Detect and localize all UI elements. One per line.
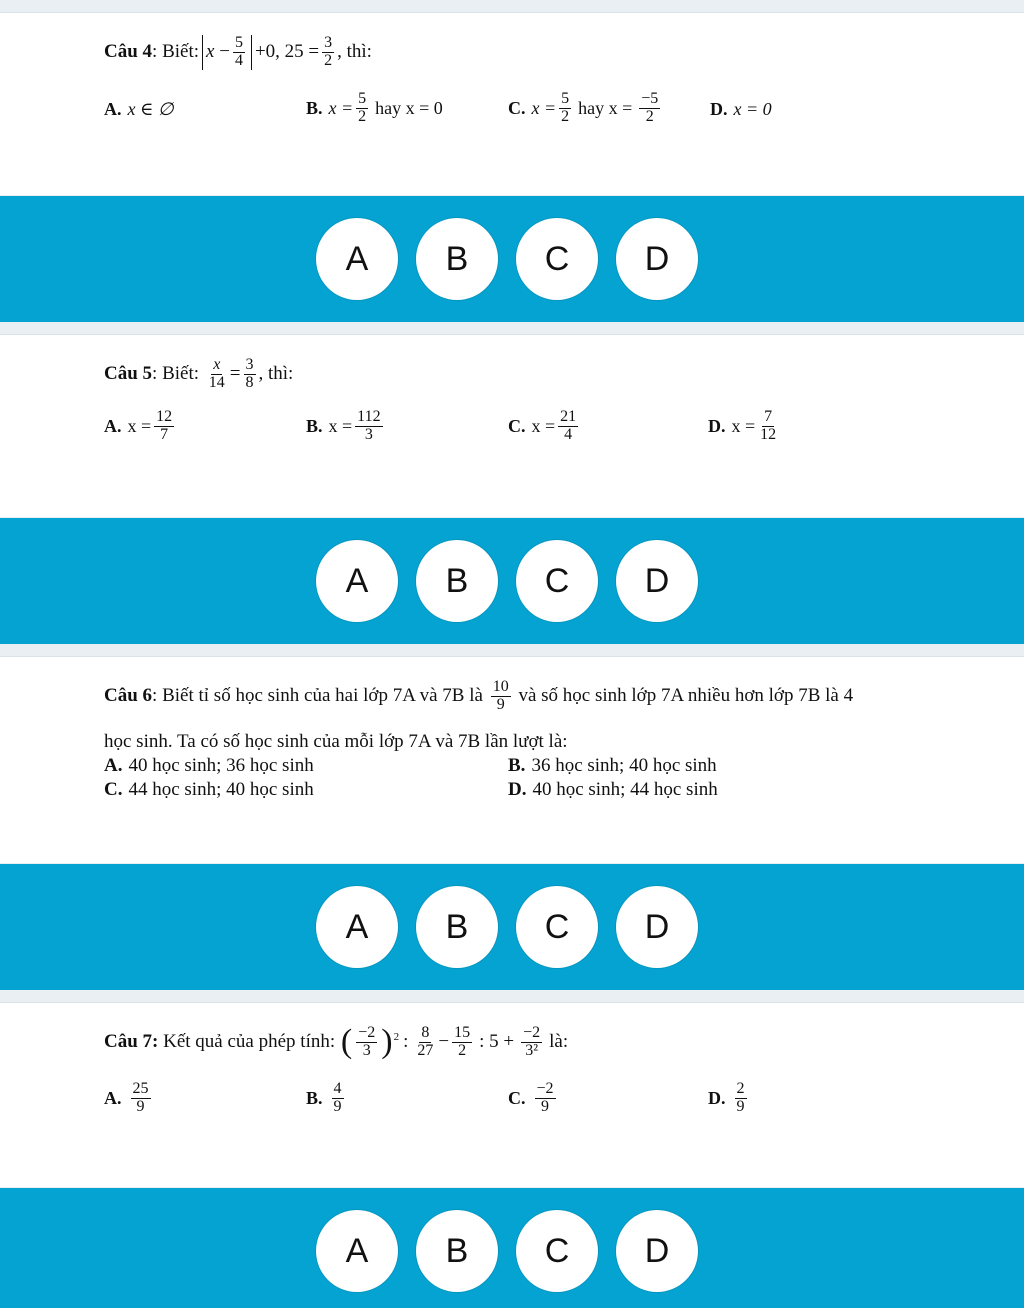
q5-option-c: C. x = $\frac{21}{4}$ (508, 408, 577, 443)
q5-option-b: B. x = $\frac{112}{3}$ (306, 408, 381, 443)
q6-option-d: D. 40 học sinh; 44 học sinh (508, 779, 718, 800)
q4-option-c: C. x = $\frac{5}{2}$ hay x = $\frac{-5}{2}$ (508, 90, 659, 125)
question-6-text: Câu 6 : Biết tỉ số học sinh của hai lớp 7A và 7B là $\frac{10}{9}$ và số học sinh lớp 7A nhiều hơn lớp 7B là 4 (104, 678, 854, 713)
q6-choice-b-button[interactable]: B (416, 886, 498, 968)
q7-option-d: D. $\frac{2}{9}$ (708, 1080, 745, 1115)
q4-answer-bar (0, 196, 1024, 322)
q6-choice-c-button[interactable]: C (516, 886, 598, 968)
q4-option-b: B. x = $\frac{5}{2}$ hay x = 0 (306, 90, 443, 125)
q6-option-b: B. 36 học sinh; 40 học sinh (508, 755, 717, 776)
q4-choice-a-button[interactable]: A (316, 218, 398, 300)
q6-option-a: A. 40 học sinh; 36 học sinh (104, 755, 314, 776)
q4-choice-b-button[interactable]: B (416, 218, 498, 300)
question-6-text-line2: học sinh. Ta có số học sinh của mỗi lớp 7A và 7B lần lượt là: (104, 731, 568, 752)
question-7-text: Câu 7: Kết quả của phép tính: ( $\frac{-2}{3}$ ) $^2$ : $\frac{8}{27}$ − $\frac{15}{2}$ : 5 + $\frac{-2}{\text{3²}}$ là: (104, 1023, 569, 1061)
question-4-text: Câu 4 : Biết: x − $\frac{5}{4}$ +0, 25 = $\frac{3}{2}$ , thì: (104, 34, 372, 69)
q6-choice-d-button[interactable]: D (616, 886, 698, 968)
question-7-card (0, 1002, 1024, 1187)
q5-answer-bar (0, 518, 1024, 644)
q7-choice-a-button[interactable]: A (316, 1210, 398, 1292)
q4-choice-d-button[interactable]: D (616, 218, 698, 300)
q5-option-a: A. x = $\frac{12}{7}$ (104, 408, 173, 443)
q5-choice-b-button[interactable]: B (416, 540, 498, 622)
q7-option-c: C. $\frac{-2}{9}$ (508, 1080, 554, 1115)
q6-choice-a-button[interactable]: A (316, 886, 398, 968)
q7-option-b: B. $\frac{4}{9}$ (306, 1080, 342, 1115)
question-5-card (0, 334, 1024, 517)
q7-choice-c-button[interactable]: C (516, 1210, 598, 1292)
q7-option-a: A. $\frac{25}{9}$ (104, 1080, 149, 1115)
q7-choice-b-button[interactable]: B (416, 1210, 498, 1292)
q5-choice-c-button[interactable]: C (516, 540, 598, 622)
question-5-text: Câu 5 : Biết: $\frac{x}{14}$ = $\frac{3}{8}$ , thì: (104, 356, 294, 391)
q6-answer-bar (0, 864, 1024, 990)
q4-choice-c-button[interactable]: C (516, 218, 598, 300)
q7-answer-bar (0, 1188, 1024, 1308)
question-6-card (0, 656, 1024, 863)
q5-option-d: D. x = $\frac{7}{12}$ (708, 408, 777, 443)
q5-choice-a-button[interactable]: A (316, 540, 398, 622)
q4-option-d: D. x = 0 (710, 99, 772, 119)
question-4-card (0, 12, 1024, 195)
q4-option-a: A. x ∈ ∅ (104, 99, 174, 119)
q5-choice-d-button[interactable]: D (616, 540, 698, 622)
q7-choice-d-button[interactable]: D (616, 1210, 698, 1292)
absolute-value: x − $\frac{5}{4}$ (202, 35, 252, 70)
q6-option-c: C. 44 học sinh; 40 học sinh (104, 779, 314, 800)
